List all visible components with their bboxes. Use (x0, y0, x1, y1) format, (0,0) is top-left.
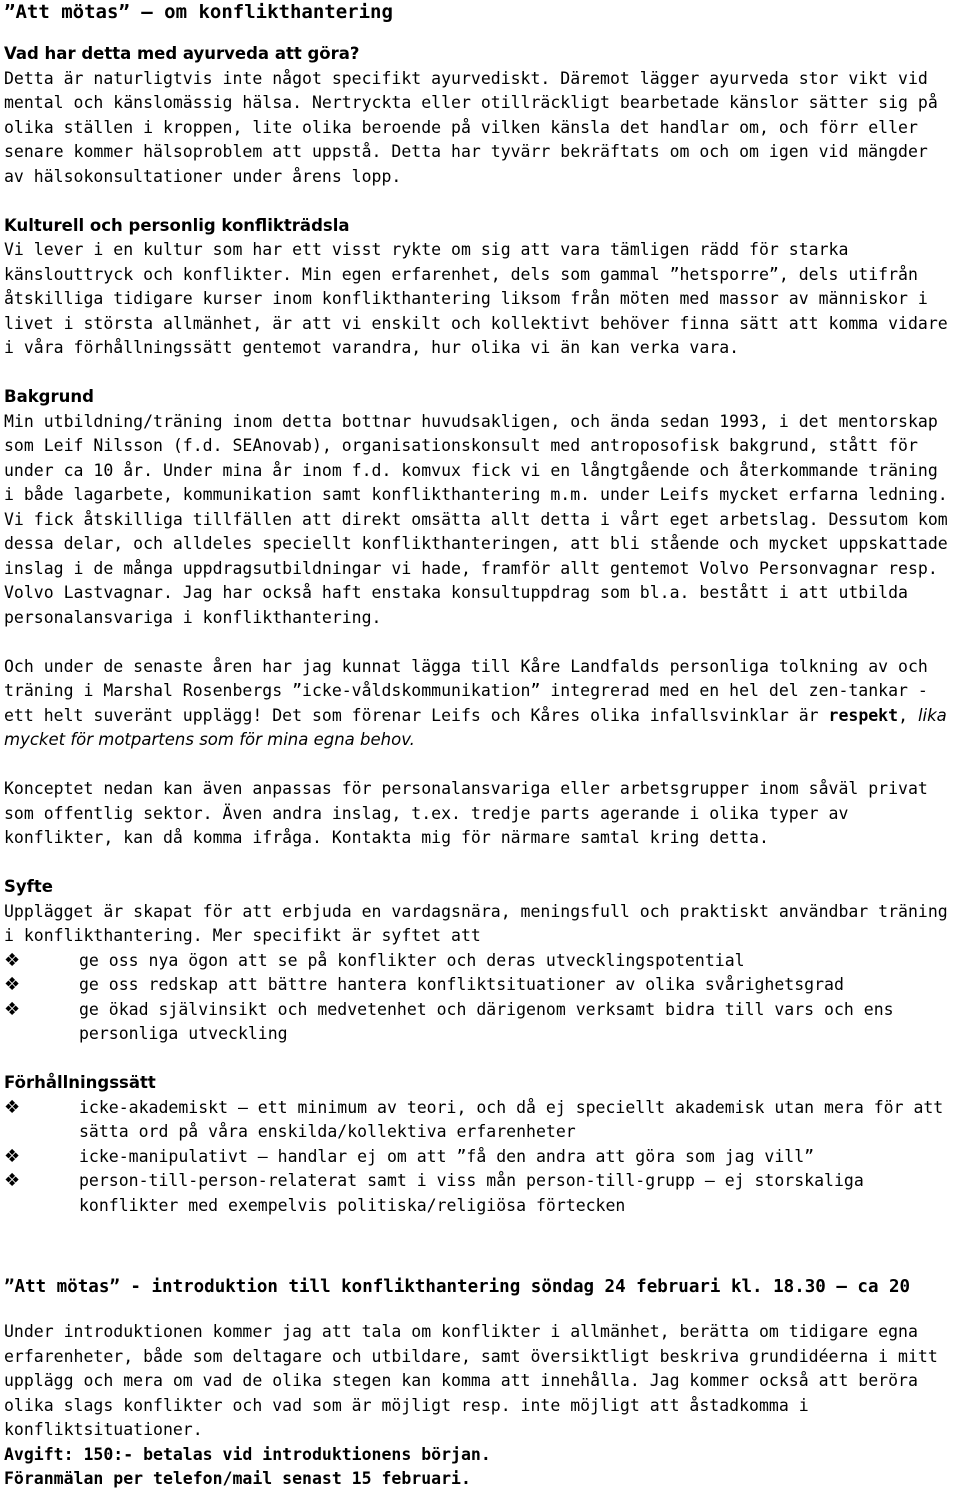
spacer (4, 753, 954, 778)
forhallningssatt-bullet-list (4, 1096, 954, 1219)
section-heading-kultur: Kulturell och personlig konflikträdsla (4, 215, 350, 235)
list-item-text: icke-akademiskt – ett minimum av teori, och då ej speciellt akademisk utan mera för att sätta ord på våra enskilda/kollektiva erfarenheter (79, 1097, 944, 1141)
section-heading-syfte: Syfte (4, 877, 53, 896)
paragraph-text: , (898, 705, 918, 725)
paragraph-bakgrund-3: Konceptet nedan kan även anpassas för personalansvariga eller arbetsgrupper inom såväl privat som offentlig sektor. Även andra inslag, t.ex. tredje parts agerande i olika typer av konflikter, kan då komma ifråga. Kontakta mig för närmare samtal kring detta. (4, 779, 928, 847)
paragraph-bakgrund-1: Min utbildning/träning inom detta bottnar huvudsakligen, och ända sedan 1993, i det mentorskap som Leif Nilsson (f.d. SEAnovab), organisationskonsult med antroposofisk bakgrund, stått för under ca 10 år. Under mina år inom f.d. komvux fick vi en långtgående och återkommande träning i både lagarbete, kommunikation samt konflikthantering m.m. under Leifs mycket erfarna ledning. Vi fick åtskilliga tillfällen att direkt omsätta allt detta i vårt eget arbetslag. Dessutom kom dessa delar, och alldeles speciellt konflikthanteringen, att bli stående och mycket uppskattade inslag i de många uppdragsutbildningar vi hade, framför allt gentemot Volvo Personvagnar resp. Volvo Lastvagnar. Jag har också haft enstaka konsultuppdrag som bl.a. bestått i att utbilda personalansvariga i konflikthantering. (4, 411, 948, 627)
spacer (4, 24, 954, 42)
spacer (4, 1300, 954, 1320)
event-title: ”Att mötas” - introduktion till konflikthantering söndag 24 februari kl. 18.30 – ca 20 (4, 1277, 911, 1297)
list-item-text: ge oss redskap att bättre hantera konfliktsituationer av olika svårighetsgrad (79, 975, 844, 994)
paragraph-bakgrund-2 (4, 655, 954, 753)
diamond-dots-icon: ❖ (4, 949, 21, 971)
list-item (4, 973, 954, 998)
section-heading-forhallningssatt: Förhållningssätt (4, 1073, 156, 1092)
diamond-dots-icon: ❖ (4, 974, 21, 995)
list-item-text: ge oss nya ögon att se på konflikter och deras utvecklingspotential (79, 950, 745, 970)
section-heading-ayurveda: Vad har detta med ayurveda att göra? (4, 44, 360, 63)
spacer (4, 361, 954, 386)
list-item (4, 998, 954, 1047)
emphasis-italic: lika mycket för motpartens som för mina egna behov. (4, 705, 947, 749)
list-item-text: icke-manipulativt – handlar ej om att ”få den andra att göra som jag vill” (79, 1146, 815, 1166)
list-item (4, 1096, 954, 1145)
list-item (4, 1145, 954, 1170)
paragraph-text: Och under de senaste åren har jag kunnat lägga till Kåre Landfalds personliga tolkning av och träning i Marshal Rosenbergs ”icke-våldskommunikation” integrerad med en hel del zen-tankar - ett helt suveränt upplägg! Det som förenar Leifs och Kåres olika infallsvinklar är (4, 656, 928, 725)
list-item (4, 1169, 954, 1218)
spacer (4, 851, 954, 876)
emphasis-respekt: respekt (828, 705, 899, 725)
document-page (4, 0, 954, 1492)
diamond-dots-icon: ❖ (4, 1096, 21, 1118)
signup-line: Föranmälan per telefon/mail senast 15 februari. (4, 1469, 471, 1488)
paragraph-syfte: Upplägget är skapat för att erbjuda en vardagsnära, meningsfull och praktiskt användbar träning i konflikthantering. Mer specifikt är syftet att (4, 901, 948, 945)
list-item-text: ge ökad självinsikt och medvetenhet och därigenom verksamt bidra till vars och ens personliga utveckling (79, 999, 894, 1043)
list-item (4, 949, 954, 974)
list-item-text: person-till-person-relaterat samt i viss mån person-till-grupp – ej storskaliga konflikter med exempelvis politiska/religiösa förtecken (79, 1171, 864, 1215)
paragraph-event: Under introduktionen kommer jag att tala om konflikter i allmänhet, berätta om tidigare egna erfarenheter, både som deltagare och utbildare, samt översiktligt beskriva grundidéerna i mitt upplägg och mera om vad de olika stegen kan komma att innehålla. Jag kommer också att beröra olika slags konflikter och vad som är möjligt resp. inte möjligt att åstadkomma i konfliktsituationer. (4, 1322, 938, 1439)
diamond-dots-icon: ❖ (4, 1170, 21, 1191)
section-heading-bakgrund: Bakgrund (4, 387, 94, 406)
spacer (4, 189, 954, 214)
paragraph-kultur: Vi lever i en kultur som har ett visst rykte om sig att vara tämligen rädd för starka känslouttryck och konflikter. Min egen erfarenhet, dels som gammal ”hetsporre”, dels utifrån åtskilliga tidigare kurser inom konflikthantering liksom från möten med massor av människor i livet i största allmänhet, är att vi enskilt och kollektivt behöver finna sätt att komma vidare i våra förhållningssätt gentemot varandra, hur olika vi än kan verka vara. (4, 240, 948, 357)
diamond-dots-icon: ❖ (4, 1145, 21, 1167)
syfte-bullet-list (4, 949, 954, 1047)
spacer (4, 1218, 954, 1274)
diamond-dots-icon: ❖ (4, 998, 21, 1020)
spacer (4, 1047, 954, 1072)
spacer (4, 630, 954, 655)
document-title: ”Att mötas” – om konflikthantering (4, 1, 393, 23)
fee-line: Avgift: 150:- betalas vid introduktionens början. (4, 1444, 491, 1464)
paragraph-ayurveda: Detta är naturligtvis inte något specifikt ayurvediskt. Däremot lägger ayurveda stor vikt vid mental och känslomässig hälsa. Nertryckta eller otillräckligt bearbetade känslor sätter sig på olika ställen i kroppen, lite olika beroende på vilken känsla det handlar om, och förr eller senare kommer hälsoproblem att uppstå. Detta har tyvärr bekräftats om och om igen vid mängder av hälsokonsultationer under årens lopp. (4, 68, 938, 186)
